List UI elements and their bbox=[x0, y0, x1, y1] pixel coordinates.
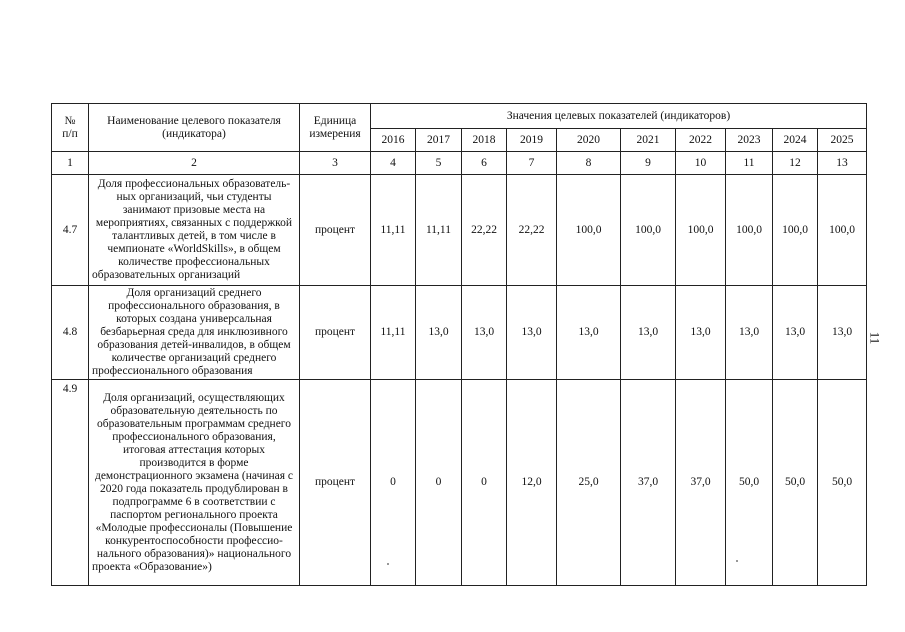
table-row bbox=[52, 380, 867, 586]
value-cell: 13,0 bbox=[507, 286, 557, 380]
value-cell: 0 bbox=[462, 380, 507, 586]
value-cell: 13,0 bbox=[557, 286, 621, 380]
col-number: 1 bbox=[52, 152, 89, 175]
value-cell: 50,0 bbox=[726, 380, 773, 586]
value-cell: 25,0 bbox=[557, 380, 621, 586]
year-cell: 2017 bbox=[416, 129, 462, 152]
value-cell: 100,0 bbox=[818, 175, 867, 286]
header-values: Значения целевых показателей (индикаторов) bbox=[371, 104, 867, 129]
year-cell: 2018 bbox=[462, 129, 507, 152]
col-number: 8 bbox=[557, 152, 621, 175]
value-cell: 0 bbox=[371, 380, 416, 586]
header-row bbox=[52, 104, 867, 129]
table-row bbox=[52, 175, 867, 286]
year-cell: 2020 bbox=[557, 129, 621, 152]
value-cell: 50,0 bbox=[773, 380, 818, 586]
unit-cell: процент bbox=[300, 286, 371, 380]
col-number: 3 bbox=[300, 152, 371, 175]
unit-cell: процент bbox=[300, 175, 371, 286]
value-cell: 22,22 bbox=[507, 175, 557, 286]
scan-speck bbox=[387, 563, 389, 565]
value-cell: 37,0 bbox=[676, 380, 726, 586]
row-id: 4.8 bbox=[52, 286, 89, 380]
value-cell: 0 bbox=[416, 380, 462, 586]
col-number: 12 bbox=[773, 152, 818, 175]
value-cell: 50,0 bbox=[818, 380, 867, 586]
value-cell: 11,11 bbox=[371, 175, 416, 286]
col-number: 13 bbox=[818, 152, 867, 175]
value-cell: 11,11 bbox=[416, 175, 462, 286]
col-number: 2 bbox=[89, 152, 300, 175]
year-cell: 2021 bbox=[621, 129, 676, 152]
value-cell: 100,0 bbox=[676, 175, 726, 286]
year-cell: 2022 bbox=[676, 129, 726, 152]
scan-speck bbox=[736, 560, 738, 562]
col-number: 11 bbox=[726, 152, 773, 175]
value-cell: 100,0 bbox=[773, 175, 818, 286]
value-cell: 11,11 bbox=[371, 286, 416, 380]
col-number: 6 bbox=[462, 152, 507, 175]
year-cell: 2025 bbox=[818, 129, 867, 152]
value-cell: 37,0 bbox=[621, 380, 676, 586]
col-number: 10 bbox=[676, 152, 726, 175]
value-cell: 13,0 bbox=[818, 286, 867, 380]
row-id: 4.9 bbox=[52, 380, 89, 586]
header-name: Наименование целевого показателя (индикатора) bbox=[89, 104, 300, 152]
value-cell: 13,0 bbox=[676, 286, 726, 380]
col-number: 5 bbox=[416, 152, 462, 175]
indicators-table bbox=[51, 103, 867, 586]
column-numbers-row bbox=[52, 152, 867, 175]
page-number: 11 bbox=[867, 331, 883, 345]
indicator-name: Доля организаций среднего профессионального образования, в которых создана универсальная безбарьерная среда для инклюзивного образования детей-инвалидов, в общем количестве организаций среднего профессионального образования bbox=[89, 286, 300, 380]
year-cell: 2024 bbox=[773, 129, 818, 152]
value-cell: 100,0 bbox=[557, 175, 621, 286]
col-number: 4 bbox=[371, 152, 416, 175]
col-number: 7 bbox=[507, 152, 557, 175]
value-cell: 13,0 bbox=[726, 286, 773, 380]
value-cell: 13,0 bbox=[462, 286, 507, 380]
value-cell: 22,22 bbox=[462, 175, 507, 286]
col-number: 9 bbox=[621, 152, 676, 175]
value-cell: 13,0 bbox=[621, 286, 676, 380]
year-cell: 2016 bbox=[371, 129, 416, 152]
year-cell: 2019 bbox=[507, 129, 557, 152]
value-cell: 100,0 bbox=[621, 175, 676, 286]
year-cell: 2023 bbox=[726, 129, 773, 152]
unit-cell: процент bbox=[300, 380, 371, 586]
header-unit: Единица измерения bbox=[300, 104, 371, 152]
value-cell: 13,0 bbox=[416, 286, 462, 380]
value-cell: 12,0 bbox=[507, 380, 557, 586]
header-num: № п/п bbox=[52, 104, 89, 152]
value-cell: 13,0 bbox=[773, 286, 818, 380]
row-id: 4.7 bbox=[52, 175, 89, 286]
table-row bbox=[52, 286, 867, 380]
indicator-name: Доля профессиональных образователь-ных организаций, чьи студенты занимают призовые места на мероприятиях, связанных с поддержкой талантливых детей, в том числе в чемпионате «WorldSkills», в общем количестве профессиональных образовательных организаций bbox=[89, 175, 300, 286]
value-cell: 100,0 bbox=[726, 175, 773, 286]
indicator-name: Доля организаций, осуществляющих образовательную деятельность по образовательным программам среднего профессионального образования, итоговая аттестация которых производится в форме демонстрационного экзамена (начиная с 2020 года показатель продублирован в подпрограмме 6 в соответствии с паспортом регионального проекта «Молодые профессионалы (Повышение конкурентоспособности профессио-нального образования)» национального проекта «Образование») bbox=[89, 380, 300, 586]
